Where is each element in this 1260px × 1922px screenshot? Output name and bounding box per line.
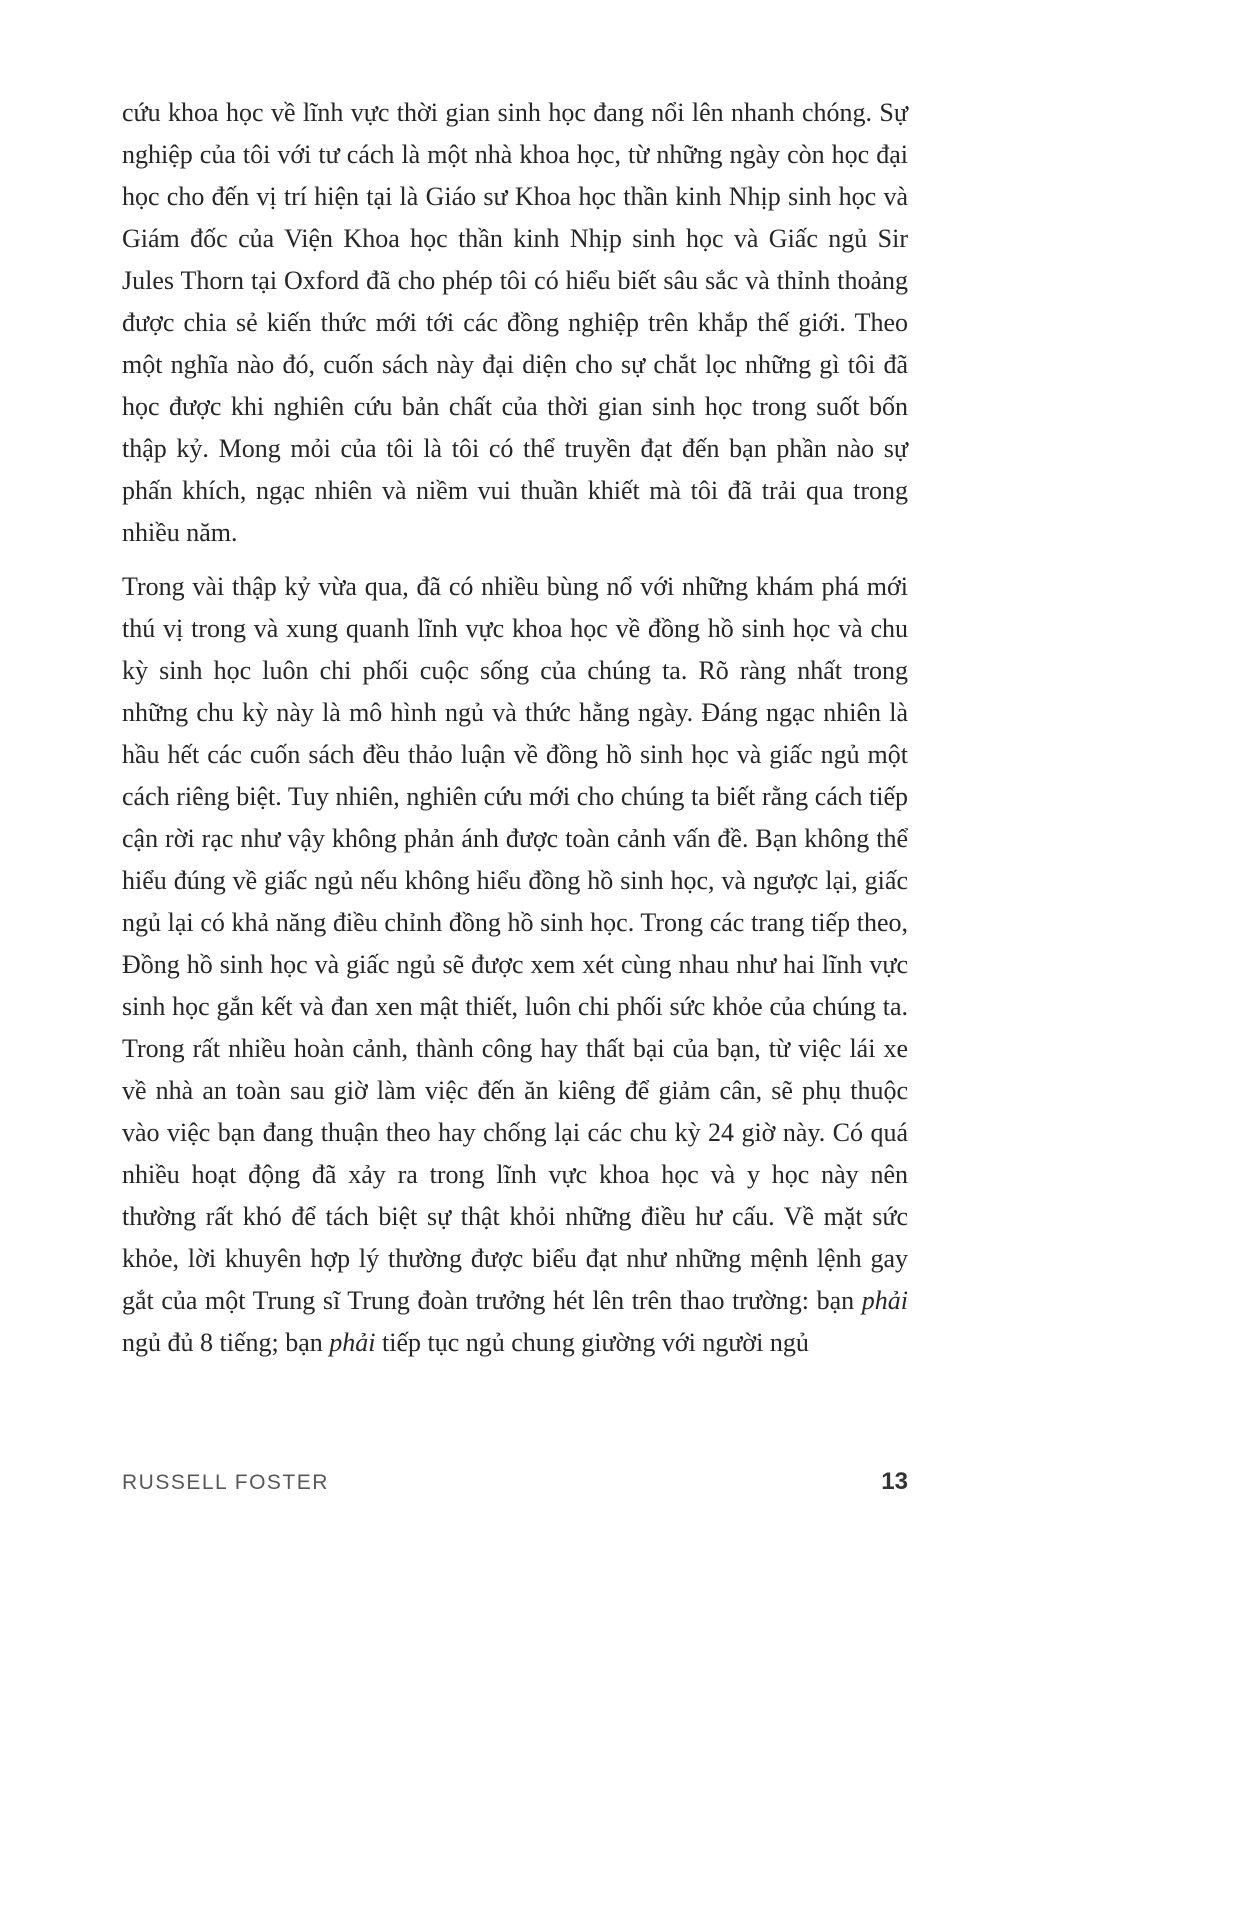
page-body [122, 92, 908, 1376]
italic-emphasis: phải [329, 1328, 376, 1357]
text-segment: tiếp tục ngủ chung giường với người ngủ [375, 1328, 809, 1357]
page-footer [122, 1468, 908, 1496]
italic-emphasis: phải [861, 1286, 908, 1315]
text-segment: Trong vài thập kỷ vừa qua, đã có nhiều bùng nổ với những khám phá mới thú vị trong và xung quanh lĩnh vực khoa học về đồng hồ sinh học và chu kỳ sinh học luôn chi phối cuộc sống của chúng ta. Rõ ràng nhất trong những chu kỳ này là mô hình ngủ và thức hằng ngày. Đáng ngạc nhiên là hầu hết các cuốn sách đều thảo luận về đồng hồ sinh học và giấc ngủ một cách riêng biệt. Tuy nhiên, nghiên cứu mới cho chúng ta biết rằng cách tiếp cận rời rạc như vậy không phản ánh được toàn cảnh vấn đề. Bạn không thể hiểu đúng về giấc ngủ nếu không hiểu đồng hồ sinh học, và ngược lại, giấc ngủ lại có khả năng điều chỉnh đồng hồ sinh học. Trong các trang tiếp theo, Đồng hồ sinh học và giấc ngủ sẽ được xem xét cùng nhau như hai lĩnh vực sinh học gắn kết và đan xen mật thiết, luôn chi phối sức khỏe của chúng ta. Trong rất nhiều hoàn cảnh, thành công hay thất bại của bạn, từ việc lái xe về nhà an toàn sau giờ làm việc đến ăn kiêng để giảm cân, sẽ phụ thuộc vào việc bạn đang thuận theo hay chống lại các chu kỳ 24 giờ này. Có quá nhiều hoạt động đã xảy ra trong lĩnh vực khoa học và y học này nên thường rất khó để tách biệt sự thật khỏi những điều hư cấu. Về mặt sức khỏe, lời khuyên hợp lý thường được biểu đạt như những mệnh lệnh gay gắt của một Trung sĩ Trung đoàn trưởng hét lên trên thao trường: bạn [122, 572, 908, 1315]
paragraph [122, 566, 908, 1364]
text-segment: cứu khoa học về lĩnh vực thời gian sinh học đang nổi lên nhanh chóng. Sự nghiệp của tôi với tư cách là một nhà khoa học, từ những ngày còn học đại học cho đến vị trí hiện tại là Giáo sư Khoa học thần kinh Nhịp sinh học và Giám đốc của Viện Khoa học thần kinh Nhịp sinh học và Giấc ngủ Sir Jules Thorn tại Oxford đã cho phép tôi có hiểu biết sâu sắc và thỉnh thoảng được chia sẻ kiến thức mới tới các đồng nghiệp trên khắp thế giới. Theo một nghĩa nào đó, cuốn sách này đại diện cho sự chắt lọc những gì tôi đã học được khi nghiên cứu bản chất của thời gian sinh học trong suốt bốn thập kỷ. Mong mỏi của tôi là tôi có thể truyền đạt đến bạn phần nào sự phấn khích, ngạc nhiên và niềm vui thuần khiết mà tôi đã trải qua trong nhiều năm. [122, 98, 908, 547]
text-segment: ngủ đủ 8 tiếng; bạn [122, 1328, 330, 1357]
paragraph [122, 92, 908, 554]
footer-page-number: 13 [881, 1468, 908, 1495]
footer-author: RUSSELL FOSTER [122, 1471, 329, 1494]
